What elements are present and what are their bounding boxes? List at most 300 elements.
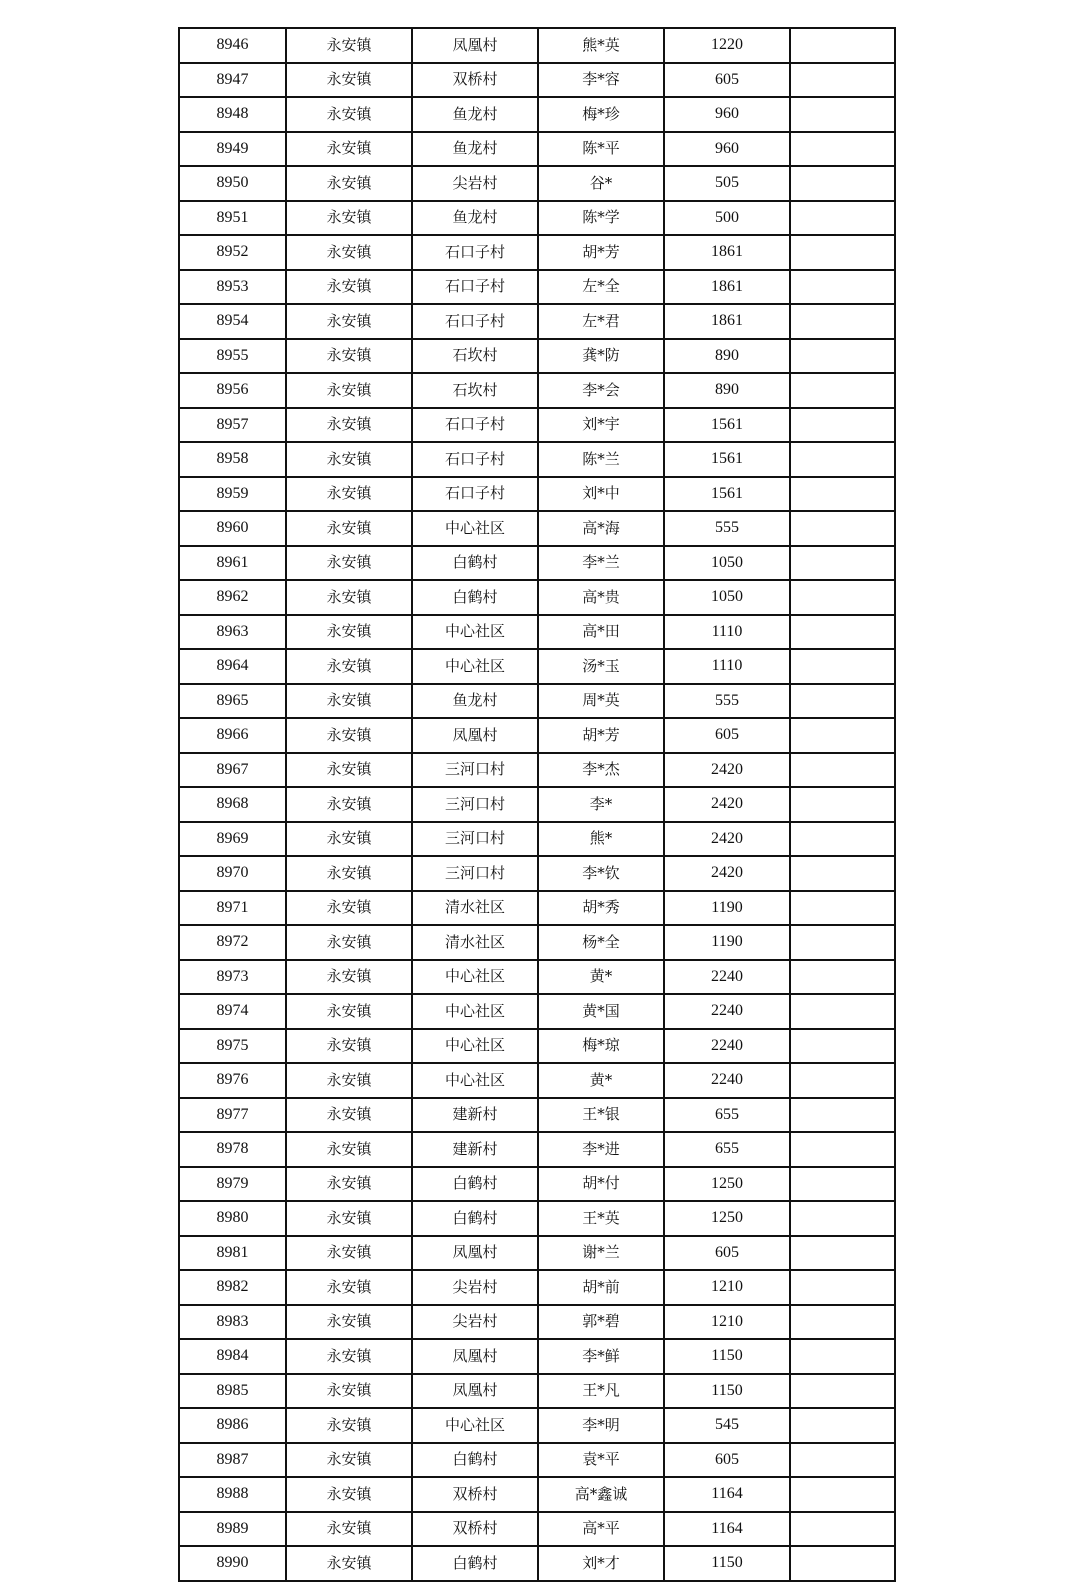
- serial-number-cell: 8953: [179, 270, 286, 305]
- remark-cell: [790, 856, 895, 891]
- town-cell: 永安镇: [286, 615, 412, 650]
- remark-cell: [790, 1546, 895, 1581]
- serial-number-cell: 8983: [179, 1305, 286, 1340]
- person-name-cell: 黄*: [538, 960, 664, 995]
- amount-cell: 1561: [664, 408, 790, 443]
- person-name-cell: 胡*芳: [538, 718, 664, 753]
- table-row: [179, 580, 895, 615]
- town-cell: 永安镇: [286, 304, 412, 339]
- remark-cell: [790, 960, 895, 995]
- village-cell: 白鹤村: [412, 546, 538, 581]
- serial-number-cell: 8967: [179, 753, 286, 788]
- town-cell: 永安镇: [286, 994, 412, 1029]
- town-cell: 永安镇: [286, 753, 412, 788]
- village-cell: 建新村: [412, 1098, 538, 1133]
- remark-cell: [790, 649, 895, 684]
- village-cell: 凤凰村: [412, 1236, 538, 1271]
- village-cell: 尖岩村: [412, 1270, 538, 1305]
- person-name-cell: 胡*芳: [538, 235, 664, 270]
- remark-cell: [790, 63, 895, 98]
- amount-cell: 500: [664, 201, 790, 236]
- village-cell: 双桥村: [412, 1512, 538, 1547]
- amount-cell: 555: [664, 511, 790, 546]
- table-row: [179, 1132, 895, 1167]
- person-name-cell: 李*杰: [538, 753, 664, 788]
- amount-cell: 655: [664, 1098, 790, 1133]
- remark-cell: [790, 891, 895, 926]
- town-cell: 永安镇: [286, 477, 412, 512]
- person-name-cell: 李*鲜: [538, 1339, 664, 1374]
- village-cell: 中心社区: [412, 1408, 538, 1443]
- amount-cell: 890: [664, 373, 790, 408]
- village-cell: 石口子村: [412, 270, 538, 305]
- amount-cell: 1210: [664, 1305, 790, 1340]
- amount-cell: 605: [664, 1236, 790, 1271]
- table-row: [179, 511, 895, 546]
- amount-cell: 505: [664, 166, 790, 201]
- village-cell: 石口子村: [412, 442, 538, 477]
- remark-cell: [790, 304, 895, 339]
- amount-cell: 1190: [664, 891, 790, 926]
- person-name-cell: 陈*学: [538, 201, 664, 236]
- amount-cell: 2240: [664, 960, 790, 995]
- table-row: [179, 925, 895, 960]
- town-cell: 永安镇: [286, 822, 412, 857]
- town-cell: 永安镇: [286, 1546, 412, 1581]
- remark-cell: [790, 546, 895, 581]
- village-cell: 石坎村: [412, 373, 538, 408]
- serial-number-cell: 8959: [179, 477, 286, 512]
- remark-cell: [790, 166, 895, 201]
- serial-number-cell: 8985: [179, 1374, 286, 1409]
- table-row: [179, 1201, 895, 1236]
- village-cell: 双桥村: [412, 63, 538, 98]
- village-cell: 中心社区: [412, 1063, 538, 1098]
- person-name-cell: 谷*: [538, 166, 664, 201]
- serial-number-cell: 8982: [179, 1270, 286, 1305]
- amount-cell: 2420: [664, 822, 790, 857]
- table-row: [179, 270, 895, 305]
- remark-cell: [790, 994, 895, 1029]
- remark-cell: [790, 1512, 895, 1547]
- remark-cell: [790, 97, 895, 132]
- serial-number-cell: 8946: [179, 28, 286, 63]
- table-row: [179, 1098, 895, 1133]
- remark-cell: [790, 1443, 895, 1478]
- serial-number-cell: 8952: [179, 235, 286, 270]
- village-cell: 石口子村: [412, 477, 538, 512]
- remark-cell: [790, 718, 895, 753]
- remark-cell: [790, 132, 895, 167]
- town-cell: 永安镇: [286, 787, 412, 822]
- amount-cell: 1861: [664, 235, 790, 270]
- table-row: [179, 201, 895, 236]
- serial-number-cell: 8987: [179, 1443, 286, 1478]
- table-row: [179, 615, 895, 650]
- remark-cell: [790, 1305, 895, 1340]
- remark-cell: [790, 1408, 895, 1443]
- person-name-cell: 李*进: [538, 1132, 664, 1167]
- person-name-cell: 李*兰: [538, 546, 664, 581]
- serial-number-cell: 8979: [179, 1167, 286, 1202]
- amount-cell: 1110: [664, 615, 790, 650]
- person-name-cell: 高*鑫诚: [538, 1477, 664, 1512]
- table-row: [179, 856, 895, 891]
- serial-number-cell: 8969: [179, 822, 286, 857]
- remark-cell: [790, 1236, 895, 1271]
- serial-number-cell: 8963: [179, 615, 286, 650]
- person-name-cell: 高*田: [538, 615, 664, 650]
- person-name-cell: 李*明: [538, 1408, 664, 1443]
- remark-cell: [790, 1132, 895, 1167]
- serial-number-cell: 8981: [179, 1236, 286, 1271]
- town-cell: 永安镇: [286, 1477, 412, 1512]
- remark-cell: [790, 270, 895, 305]
- village-cell: 白鹤村: [412, 1201, 538, 1236]
- remark-cell: [790, 1339, 895, 1374]
- village-cell: 石口子村: [412, 235, 538, 270]
- person-name-cell: 刘*宇: [538, 408, 664, 443]
- remark-cell: [790, 1167, 895, 1202]
- remark-cell: [790, 339, 895, 374]
- serial-number-cell: 8964: [179, 649, 286, 684]
- serial-number-cell: 8976: [179, 1063, 286, 1098]
- town-cell: 永安镇: [286, 718, 412, 753]
- person-name-cell: 胡*秀: [538, 891, 664, 926]
- town-cell: 永安镇: [286, 960, 412, 995]
- amount-cell: 2240: [664, 994, 790, 1029]
- amount-cell: 1150: [664, 1339, 790, 1374]
- table-row: [179, 718, 895, 753]
- town-cell: 永安镇: [286, 270, 412, 305]
- person-name-cell: 王*凡: [538, 1374, 664, 1409]
- amount-cell: 2420: [664, 753, 790, 788]
- town-cell: 永安镇: [286, 1339, 412, 1374]
- table-row: [179, 1408, 895, 1443]
- person-name-cell: 李*钦: [538, 856, 664, 891]
- person-name-cell: 汤*玉: [538, 649, 664, 684]
- amount-cell: 1220: [664, 28, 790, 63]
- village-cell: 鱼龙村: [412, 132, 538, 167]
- remark-cell: [790, 1063, 895, 1098]
- table-row: [179, 787, 895, 822]
- person-name-cell: 左*全: [538, 270, 664, 305]
- table-row: [179, 63, 895, 98]
- amount-cell: 1861: [664, 304, 790, 339]
- person-name-cell: 陈*兰: [538, 442, 664, 477]
- remark-cell: [790, 511, 895, 546]
- amount-cell: 2420: [664, 856, 790, 891]
- table-row: [179, 408, 895, 443]
- village-cell: 凤凰村: [412, 718, 538, 753]
- table-row: [179, 1029, 895, 1064]
- amount-cell: 1561: [664, 442, 790, 477]
- amount-cell: 2240: [664, 1063, 790, 1098]
- person-name-cell: 李*: [538, 787, 664, 822]
- amount-cell: 1150: [664, 1374, 790, 1409]
- village-cell: 凤凰村: [412, 28, 538, 63]
- town-cell: 永安镇: [286, 1029, 412, 1064]
- town-cell: 永安镇: [286, 580, 412, 615]
- person-name-cell: 王*英: [538, 1201, 664, 1236]
- town-cell: 永安镇: [286, 891, 412, 926]
- remark-cell: [790, 1270, 895, 1305]
- amount-cell: 545: [664, 1408, 790, 1443]
- village-cell: 清水社区: [412, 891, 538, 926]
- village-cell: 白鹤村: [412, 580, 538, 615]
- remark-cell: [790, 408, 895, 443]
- person-name-cell: 梅*珍: [538, 97, 664, 132]
- person-name-cell: 郭*碧: [538, 1305, 664, 1340]
- amount-cell: 1164: [664, 1512, 790, 1547]
- serial-number-cell: 8948: [179, 97, 286, 132]
- village-cell: 鱼龙村: [412, 97, 538, 132]
- serial-number-cell: 8950: [179, 166, 286, 201]
- village-cell: 三河口村: [412, 787, 538, 822]
- person-name-cell: 杨*全: [538, 925, 664, 960]
- town-cell: 永安镇: [286, 97, 412, 132]
- table-row: [179, 684, 895, 719]
- serial-number-cell: 8971: [179, 891, 286, 926]
- town-cell: 永安镇: [286, 511, 412, 546]
- town-cell: 永安镇: [286, 63, 412, 98]
- table-row: [179, 753, 895, 788]
- serial-number-cell: 8990: [179, 1546, 286, 1581]
- amount-cell: 1861: [664, 270, 790, 305]
- village-cell: 双桥村: [412, 1477, 538, 1512]
- remark-cell: [790, 1098, 895, 1133]
- serial-number-cell: 8973: [179, 960, 286, 995]
- amount-cell: 605: [664, 718, 790, 753]
- remark-cell: [790, 442, 895, 477]
- amount-cell: 1164: [664, 1477, 790, 1512]
- town-cell: 永安镇: [286, 1305, 412, 1340]
- person-name-cell: 熊*英: [538, 28, 664, 63]
- village-cell: 三河口村: [412, 822, 538, 857]
- serial-number-cell: 8977: [179, 1098, 286, 1133]
- town-cell: 永安镇: [286, 546, 412, 581]
- amount-cell: 960: [664, 97, 790, 132]
- village-cell: 凤凰村: [412, 1374, 538, 1409]
- town-cell: 永安镇: [286, 1512, 412, 1547]
- remark-cell: [790, 1374, 895, 1409]
- amount-cell: 1250: [664, 1201, 790, 1236]
- serial-number-cell: 8947: [179, 63, 286, 98]
- person-name-cell: 谢*兰: [538, 1236, 664, 1271]
- village-cell: 中心社区: [412, 511, 538, 546]
- town-cell: 永安镇: [286, 408, 412, 443]
- table-row: [179, 477, 895, 512]
- village-cell: 尖岩村: [412, 1305, 538, 1340]
- table-row: [179, 1512, 895, 1547]
- person-name-cell: 黄*: [538, 1063, 664, 1098]
- town-cell: 永安镇: [286, 684, 412, 719]
- serial-number-cell: 8988: [179, 1477, 286, 1512]
- table-row: [179, 1477, 895, 1512]
- remark-cell: [790, 822, 895, 857]
- town-cell: 永安镇: [286, 1132, 412, 1167]
- person-name-cell: 左*君: [538, 304, 664, 339]
- table-row: [179, 546, 895, 581]
- person-name-cell: 陈*平: [538, 132, 664, 167]
- person-name-cell: 周*英: [538, 684, 664, 719]
- table-row: [179, 235, 895, 270]
- amount-cell: 1561: [664, 477, 790, 512]
- serial-number-cell: 8960: [179, 511, 286, 546]
- amount-cell: 1150: [664, 1546, 790, 1581]
- amount-cell: 1210: [664, 1270, 790, 1305]
- serial-number-cell: 8989: [179, 1512, 286, 1547]
- serial-number-cell: 8966: [179, 718, 286, 753]
- table-row: [179, 373, 895, 408]
- town-cell: 永安镇: [286, 1374, 412, 1409]
- amount-cell: 1190: [664, 925, 790, 960]
- serial-number-cell: 8957: [179, 408, 286, 443]
- serial-number-cell: 8974: [179, 994, 286, 1029]
- village-cell: 中心社区: [412, 649, 538, 684]
- serial-number-cell: 8958: [179, 442, 286, 477]
- town-cell: 永安镇: [286, 442, 412, 477]
- town-cell: 永安镇: [286, 1063, 412, 1098]
- table-row: [179, 1546, 895, 1581]
- serial-number-cell: 8955: [179, 339, 286, 374]
- remark-cell: [790, 28, 895, 63]
- person-name-cell: 胡*前: [538, 1270, 664, 1305]
- village-cell: 鱼龙村: [412, 201, 538, 236]
- table-row: [179, 1305, 895, 1340]
- amount-cell: 2240: [664, 1029, 790, 1064]
- remark-cell: [790, 1201, 895, 1236]
- village-cell: 白鹤村: [412, 1546, 538, 1581]
- town-cell: 永安镇: [286, 1098, 412, 1133]
- person-name-cell: 王*银: [538, 1098, 664, 1133]
- serial-number-cell: 8956: [179, 373, 286, 408]
- remark-cell: [790, 1477, 895, 1512]
- town-cell: 永安镇: [286, 649, 412, 684]
- person-name-cell: 龚*防: [538, 339, 664, 374]
- village-cell: 三河口村: [412, 753, 538, 788]
- serial-number-cell: 8951: [179, 201, 286, 236]
- village-cell: 尖岩村: [412, 166, 538, 201]
- serial-number-cell: 8954: [179, 304, 286, 339]
- serial-number-cell: 8975: [179, 1029, 286, 1064]
- town-cell: 永安镇: [286, 856, 412, 891]
- town-cell: 永安镇: [286, 339, 412, 374]
- remark-cell: [790, 580, 895, 615]
- village-cell: 中心社区: [412, 615, 538, 650]
- village-cell: 石口子村: [412, 304, 538, 339]
- serial-number-cell: 8984: [179, 1339, 286, 1374]
- town-cell: 永安镇: [286, 1236, 412, 1271]
- table-row: [179, 132, 895, 167]
- amount-cell: 1050: [664, 546, 790, 581]
- amount-cell: 2420: [664, 787, 790, 822]
- person-name-cell: 黄*国: [538, 994, 664, 1029]
- table-row: [179, 822, 895, 857]
- table-row: [179, 1374, 895, 1409]
- person-name-cell: 梅*琼: [538, 1029, 664, 1064]
- village-cell: 石口子村: [412, 408, 538, 443]
- village-cell: 三河口村: [412, 856, 538, 891]
- person-name-cell: 李*会: [538, 373, 664, 408]
- table-row: [179, 1167, 895, 1202]
- table-row: [179, 339, 895, 374]
- amount-cell: 890: [664, 339, 790, 374]
- data-table: [178, 27, 896, 1582]
- town-cell: 永安镇: [286, 201, 412, 236]
- remark-cell: [790, 925, 895, 960]
- town-cell: 永安镇: [286, 166, 412, 201]
- table-row: [179, 442, 895, 477]
- remark-cell: [790, 684, 895, 719]
- town-cell: 永安镇: [286, 925, 412, 960]
- person-name-cell: 胡*付: [538, 1167, 664, 1202]
- serial-number-cell: 8961: [179, 546, 286, 581]
- table-body: [179, 28, 895, 1581]
- table-row: [179, 304, 895, 339]
- table-row: [179, 97, 895, 132]
- village-cell: 白鹤村: [412, 1167, 538, 1202]
- table-row: [179, 1339, 895, 1374]
- amount-cell: 605: [664, 1443, 790, 1478]
- serial-number-cell: 8968: [179, 787, 286, 822]
- serial-number-cell: 8986: [179, 1408, 286, 1443]
- serial-number-cell: 8965: [179, 684, 286, 719]
- remark-cell: [790, 753, 895, 788]
- village-cell: 清水社区: [412, 925, 538, 960]
- town-cell: 永安镇: [286, 132, 412, 167]
- serial-number-cell: 8970: [179, 856, 286, 891]
- town-cell: 永安镇: [286, 1167, 412, 1202]
- serial-number-cell: 8949: [179, 132, 286, 167]
- town-cell: 永安镇: [286, 235, 412, 270]
- town-cell: 永安镇: [286, 1408, 412, 1443]
- town-cell: 永安镇: [286, 1443, 412, 1478]
- town-cell: 永安镇: [286, 373, 412, 408]
- village-cell: 中心社区: [412, 1029, 538, 1064]
- amount-cell: 1050: [664, 580, 790, 615]
- serial-number-cell: 8980: [179, 1201, 286, 1236]
- person-name-cell: 刘*中: [538, 477, 664, 512]
- serial-number-cell: 8972: [179, 925, 286, 960]
- table-row: [179, 960, 895, 995]
- table-row: [179, 1270, 895, 1305]
- person-name-cell: 李*容: [538, 63, 664, 98]
- village-cell: 石坎村: [412, 339, 538, 374]
- table-row: [179, 649, 895, 684]
- serial-number-cell: 8962: [179, 580, 286, 615]
- amount-cell: 605: [664, 63, 790, 98]
- village-cell: 白鹤村: [412, 1443, 538, 1478]
- village-cell: 建新村: [412, 1132, 538, 1167]
- table-row: [179, 1236, 895, 1271]
- table-row: [179, 1063, 895, 1098]
- village-cell: 凤凰村: [412, 1339, 538, 1374]
- remark-cell: [790, 235, 895, 270]
- village-cell: 中心社区: [412, 960, 538, 995]
- table-row: [179, 166, 895, 201]
- person-name-cell: 高*贵: [538, 580, 664, 615]
- amount-cell: 1110: [664, 649, 790, 684]
- village-cell: 中心社区: [412, 994, 538, 1029]
- remark-cell: [790, 477, 895, 512]
- amount-cell: 555: [664, 684, 790, 719]
- town-cell: 永安镇: [286, 28, 412, 63]
- person-name-cell: 刘*才: [538, 1546, 664, 1581]
- person-name-cell: 熊*: [538, 822, 664, 857]
- town-cell: 永安镇: [286, 1270, 412, 1305]
- serial-number-cell: 8978: [179, 1132, 286, 1167]
